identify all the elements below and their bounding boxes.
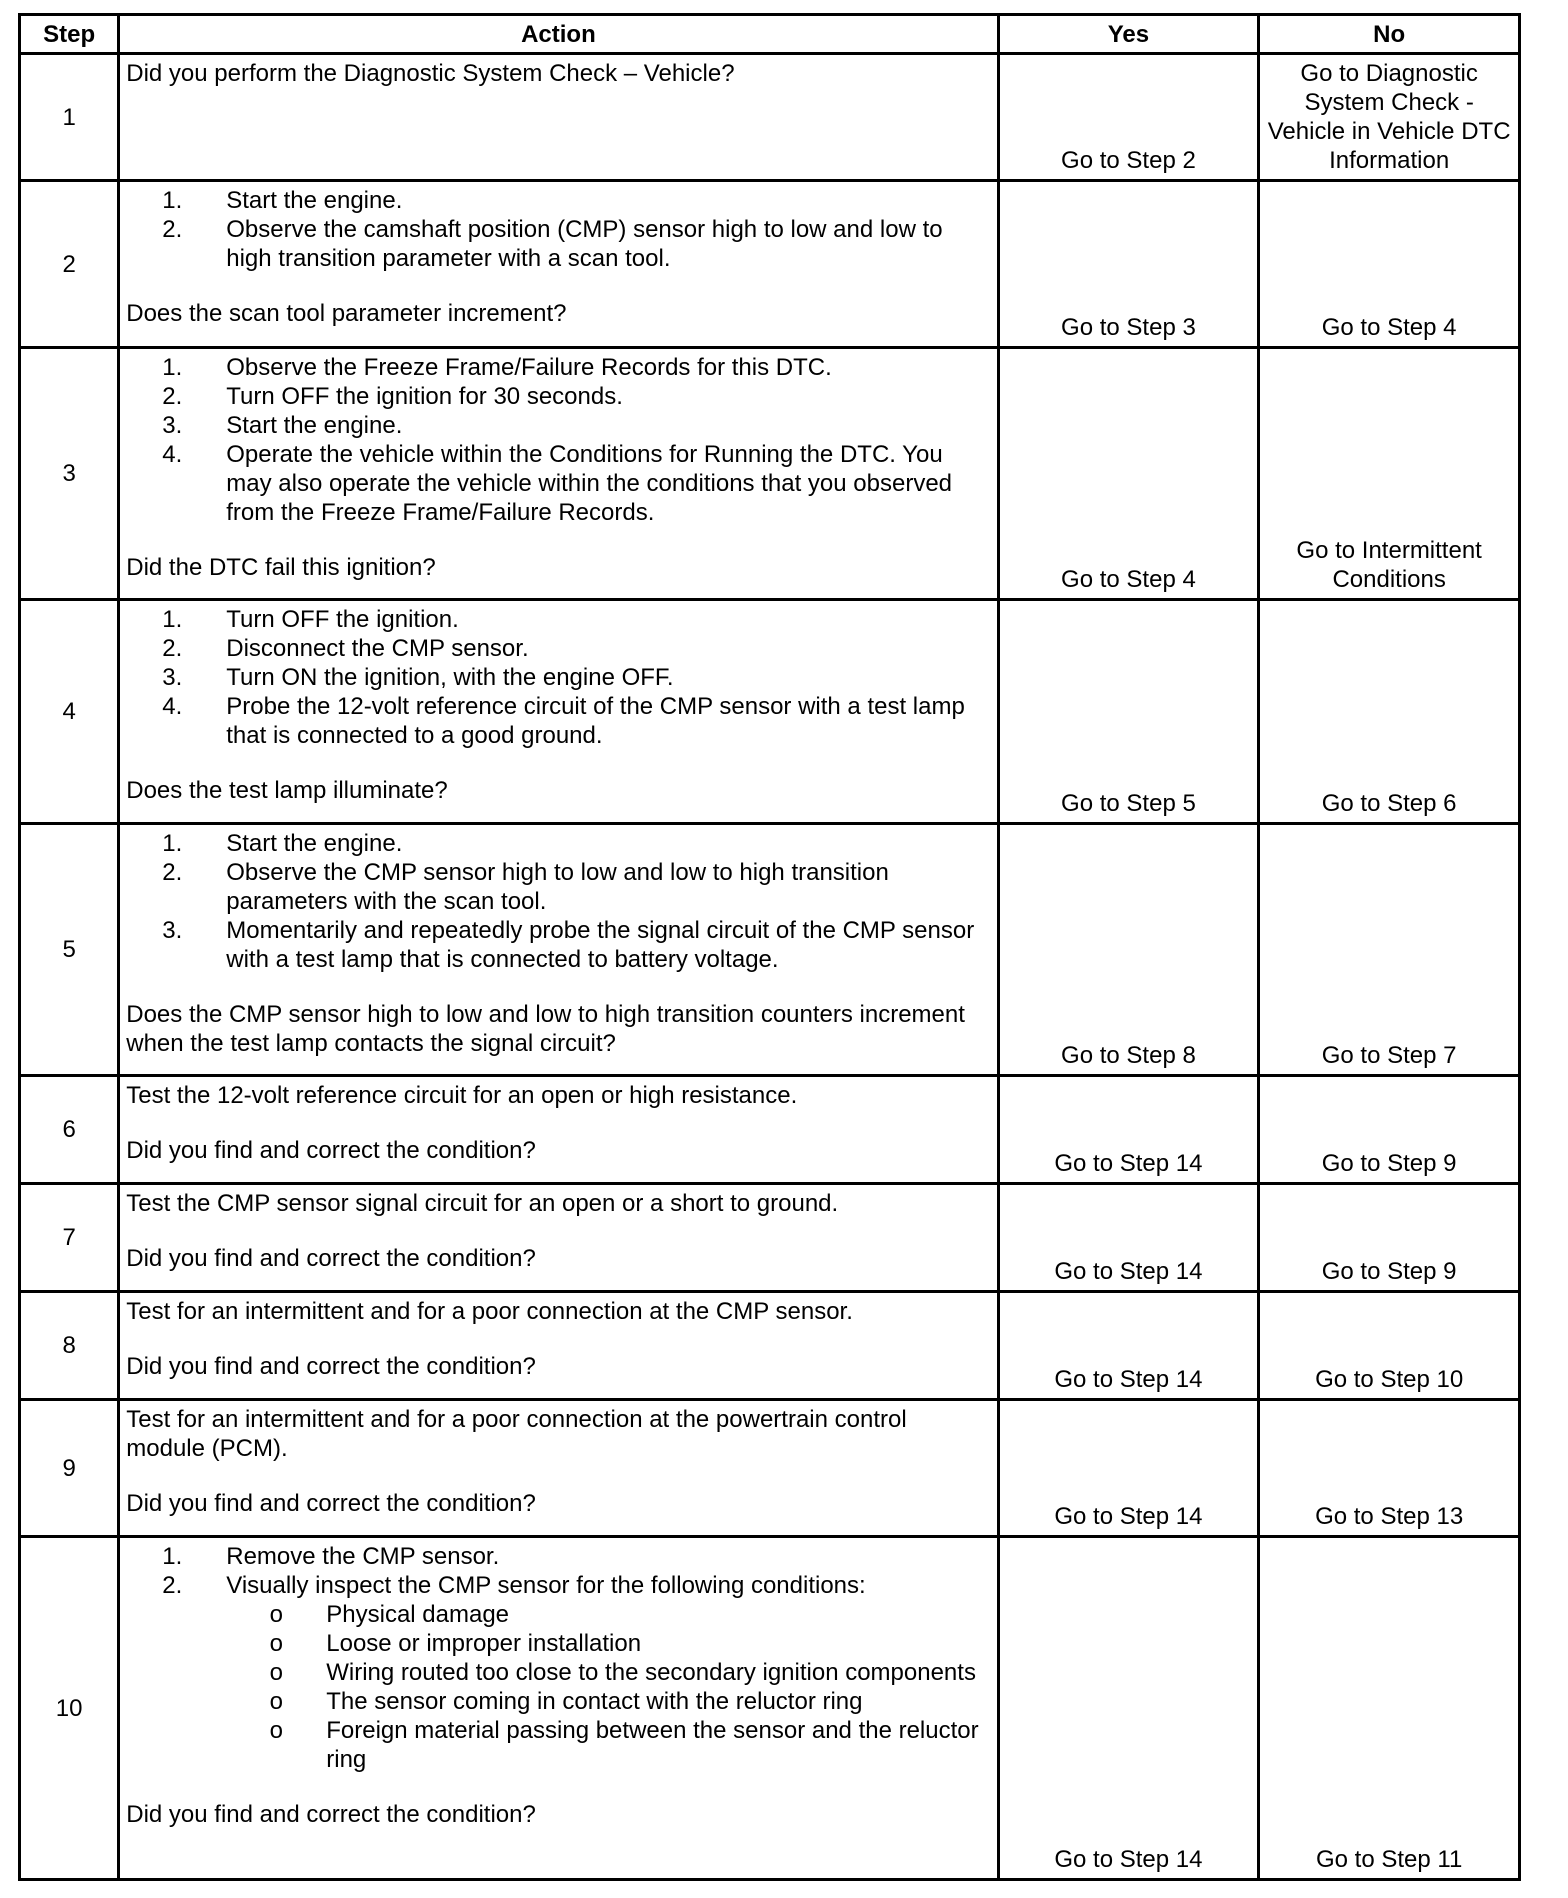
no-result: Go to Step 4 [1259,181,1520,348]
step-number: 4 [20,600,119,824]
diagnostic-table [18,13,1521,1881]
step-number: 10 [20,1537,119,1880]
action-cell [119,1400,998,1537]
action-question: Did you find and correct the condition? [126,1801,536,1828]
table-row [20,1076,1520,1184]
action-cell [119,600,998,824]
header-no: No [1259,15,1520,54]
no-result: Go to Step 6 [1259,600,1520,824]
action-steps [126,1542,986,1600]
no-result: Go to Step 9 [1259,1184,1520,1292]
action-steps [126,353,986,527]
step-number: 7 [20,1184,119,1292]
action-step: 4. Operate the vehicle within the Conditions for Running the DTC. You may also operate the vehicle within the conditions that you observed from the Freeze Frame/Failure Records. [162,441,953,526]
header-yes: Yes [998,15,1259,54]
step-number: 6 [20,1076,119,1184]
action-cell [119,1076,998,1184]
action-question: Did you find and correct the condition? [126,1245,536,1272]
action-cell [119,1537,998,1880]
yes-result: Go to Step 14 [998,1292,1259,1400]
header-action: Action [119,15,998,54]
step-number: 5 [20,824,119,1076]
action-cell [119,824,998,1076]
action-step: 2. Observe the CMP sensor high to low and low to high transition parameters with the scan tool. [162,859,889,915]
table-row [20,1537,1520,1880]
no-result: Go to Step 13 [1259,1400,1520,1537]
yes-result: Go to Step 14 [998,1400,1259,1537]
action-step: 2. Observe the camshaft position (CMP) sensor high to low and low to high transition parameter with a scan tool. [162,216,943,272]
no-result: Go to Step 9 [1259,1076,1520,1184]
action-step: 1. Turn OFF the ignition. [162,606,459,633]
condition-item: o Loose or improper installation [269,1630,642,1657]
table-row [20,600,1520,824]
action-question: Does the test lamp illuminate? [126,777,448,804]
no-result: Go to Intermittent Conditions [1259,348,1520,600]
action-step: 1. Start the engine. [162,830,403,857]
table-row [20,54,1520,181]
condition-item: o The sensor coming in contact with the reluctor ring [269,1688,863,1715]
action-step: 1. Observe the Freeze Frame/Failure Records for this DTC. [162,354,832,381]
action-question: Did you find and correct the condition? [126,1490,536,1517]
action-question: Did you find and correct the condition? [126,1137,536,1164]
action-question: Does the CMP sensor high to low and low to high transition counters increment when the test lamp contacts the signal circuit? [126,1001,965,1057]
condition-list [126,1600,986,1774]
action-question: Does the scan tool parameter increment? [126,300,567,327]
header-row [20,15,1520,54]
no-result: Go to Step 10 [1259,1292,1520,1400]
action-text: Test the CMP sensor signal circuit for an open or a short to ground. [126,1190,839,1217]
step-number: 8 [20,1292,119,1400]
action-question: Did you find and correct the condition? [126,1353,536,1380]
action-text: Test the 12-volt reference circuit for an open or high resistance. [126,1082,798,1109]
action-step: 2. Disconnect the CMP sensor. [162,635,529,662]
yes-result: Go to Step 14 [998,1537,1259,1880]
action-step: 3. Turn ON the ignition, with the engine OFF. [162,664,674,691]
action-question: Did you perform the Diagnostic System Check – Vehicle? [126,60,735,87]
no-result: Go to Step 7 [1259,824,1520,1076]
action-question: Did the DTC fail this ignition? [126,554,436,581]
action-text: Test for an intermittent and for a poor connection at the powertrain control module (PCM). [126,1406,907,1462]
action-step: 3. Start the engine. [162,412,403,439]
table-row [20,824,1520,1076]
action-step: 2. Visually inspect the CMP sensor for the following conditions: [162,1572,866,1599]
yes-result: Go to Step 3 [998,181,1259,348]
action-cell [119,181,998,348]
action-steps [126,605,986,750]
yes-result: Go to Step 5 [998,600,1259,824]
action-step: 3. Momentarily and repeatedly probe the signal circuit of the CMP sensor with a test lamp that is connected to battery voltage. [162,917,975,973]
action-cell [119,1184,998,1292]
step-number: 2 [20,181,119,348]
action-step: 2. Turn OFF the ignition for 30 seconds. [162,383,623,410]
action-step: 4. Probe the 12-volt reference circuit of the CMP sensor with a test lamp that is connected to a good ground. [162,693,965,749]
action-steps [126,186,986,273]
yes-result: Go to Step 4 [998,348,1259,600]
action-step: 1. Remove the CMP sensor. [162,1543,500,1570]
table-row [20,1292,1520,1400]
step-number: 1 [20,54,119,181]
step-number: 9 [20,1400,119,1537]
yes-result: Go to Step 14 [998,1184,1259,1292]
action-cell [119,54,998,181]
action-steps [126,829,986,974]
action-cell [119,1292,998,1400]
no-result: Go to Diagnostic System Check - Vehicle in Vehicle DTC Information [1259,54,1520,181]
step-number: 3 [20,348,119,600]
action-cell [119,348,998,600]
condition-item: o Physical damage [269,1601,510,1628]
table-row [20,348,1520,600]
table-row [20,181,1520,348]
yes-result: Go to Step 2 [998,54,1259,181]
table-row [20,1184,1520,1292]
action-text: Test for an intermittent and for a poor connection at the CMP sensor. [126,1298,853,1325]
header-step: Step [20,15,119,54]
action-step: 1. Start the engine. [162,187,403,214]
table-row [20,1400,1520,1537]
yes-result: Go to Step 14 [998,1076,1259,1184]
condition-item: o Foreign material passing between the sensor and the reluctor ring [269,1717,979,1773]
no-result: Go to Step 11 [1259,1537,1520,1880]
yes-result: Go to Step 8 [998,824,1259,1076]
condition-item: o Wiring routed too close to the secondary ignition components [269,1659,976,1686]
